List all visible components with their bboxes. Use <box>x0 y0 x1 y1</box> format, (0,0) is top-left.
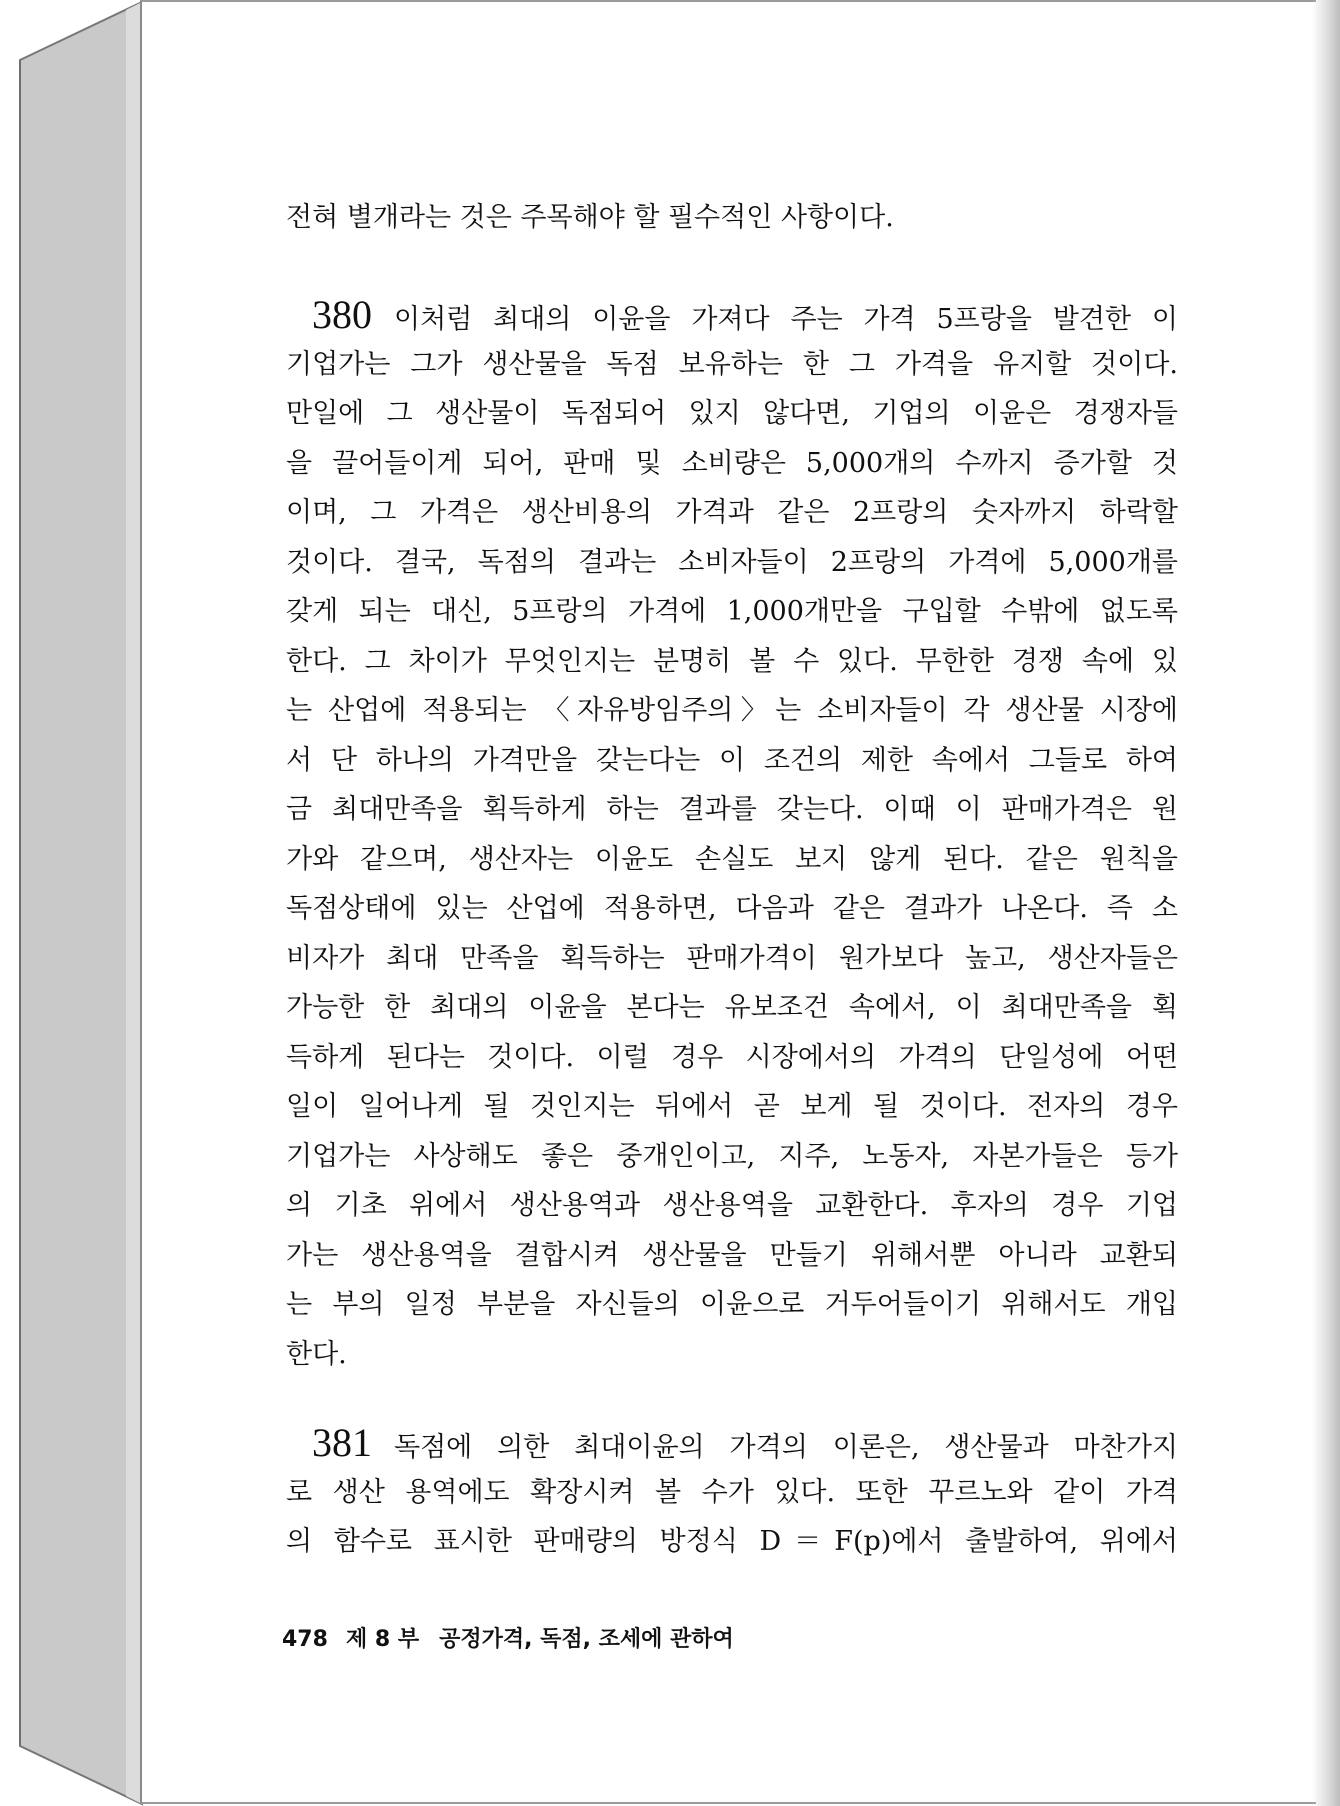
text-line: 의 함수로 표시한 판매량의 방정식 D＝F(p)에서 출발하여, 위에서 <box>286 1526 1178 1557</box>
text-line: 전혀 별개라는 것은 주목해야 할 필수적인 사항이다. <box>286 202 894 233</box>
text-line: 로 생산 용역에도 확장시켜 볼 수가 있다. 또한 꾸르노와 같이 가격 <box>286 1476 1178 1508</box>
paragraph-first-line-text: 이처럼 최대의 이윤을 가져다 주는 가격 5프랑을 발견한 이 <box>394 304 1178 335</box>
paragraph-number: 380 <box>312 292 372 337</box>
text-line: 을 끌어들이게 되어, 판매 및 소비량은 5,000개의 수까지 증가할 것 <box>286 447 1178 479</box>
text-line: 한다. 그 차이가 무엇인지는 분명히 볼 수 있다. 무한한 경쟁 속에 있 <box>286 645 1178 677</box>
text-line: 는 부의 일정 부분을 자신들의 이윤으로 거두어들이기 위해서도 개입 <box>286 1289 1178 1320</box>
opening-text <box>286 193 1178 243</box>
text-line: 독점상태에 있는 산업에 적용하면, 다음과 같은 결과가 나온다. 즉 소 <box>286 893 1178 924</box>
text-line: 일이 일어나게 될 것인지는 뒤에서 곧 보게 될 것이다. 전자의 경우 <box>286 1091 1178 1122</box>
paragraph-381 <box>286 1418 1178 1567</box>
text-line: 가능한 한 최대의 이윤을 본다는 유보조건 속에서, 이 최대만족을 획 <box>286 992 1178 1023</box>
text-line: 이며, 그 가격은 생산비용의 가격과 같은 2프랑의 숫자까지 하락할 <box>286 497 1178 528</box>
paragraph-first-line-text: 독점에 의한 최대이윤의 가격의 이론은, 생산물과 마찬가지 <box>394 1432 1178 1463</box>
footer-part: 제 8 부 <box>345 1627 420 1652</box>
book-spine <box>0 0 150 1806</box>
text-line: 가는 생산용역을 결합시켜 생산물을 만들기 위해서뿐 아니라 교환되 <box>286 1239 1178 1271</box>
text-line: 갖게 되는 대신, 5프랑의 가격에 1,000개만을 구입할 수밖에 없도록 <box>286 596 1178 627</box>
text-line: 비자가 최대 만족을 획득하는 판매가격이 원가보다 높고, 생산자들은 <box>286 942 1178 974</box>
text-line: 것이다. 결국, 독점의 결과는 소비자들이 2프랑의 가격에 5,000개를 <box>286 546 1178 578</box>
text-line: 의 기초 위에서 생산용역과 생산용역을 교환한다. 후자의 경우 기업 <box>286 1190 1178 1221</box>
text-line: 기업가는 사상해도 좋은 중개인이고, 지주, 노동자, 자본가들은 등가 <box>286 1140 1178 1172</box>
text-line: 가와 같으며, 생산자는 이윤도 손실도 보지 않게 된다. 같은 원칙을 <box>286 843 1178 875</box>
text-line: 만일에 그 생산물이 독점되어 있지 않다면, 기업의 이윤은 경쟁자들 <box>286 398 1178 429</box>
paragraph-first-line <box>286 1418 1178 1468</box>
page-footer <box>282 1622 734 1653</box>
paragraph-number: 381 <box>312 1420 372 1465</box>
text-line: 서 단 하나의 가격만을 갖는다는 이 조건의 제한 속에서 그들로 하여 <box>286 744 1178 776</box>
text-line: 득하게 된다는 것이다. 이럴 경우 시장에서의 가격의 단일성에 어떤 <box>286 1041 1178 1073</box>
paragraph-380 <box>286 290 1178 1379</box>
text-line: 한다. <box>286 1338 347 1370</box>
text-line: 는 산업에 적용되는 〈자유방임주의〉는 소비자들이 각 생산물 시장에 <box>286 695 1178 726</box>
page-edge-shadow <box>1312 0 1340 1806</box>
page-number: 478 <box>282 1627 328 1652</box>
footer-title: 공정가격, 독점, 조세에 관하여 <box>439 1627 734 1652</box>
text-line: 금 최대만족을 획득하게 하는 결과를 갖는다. 이때 이 판매가격은 원 <box>286 794 1178 825</box>
paragraph-first-line <box>286 290 1178 340</box>
text-line: 기업가는 그가 생산물을 독점 보유하는 한 그 가격을 유지할 것이다. <box>286 348 1178 380</box>
